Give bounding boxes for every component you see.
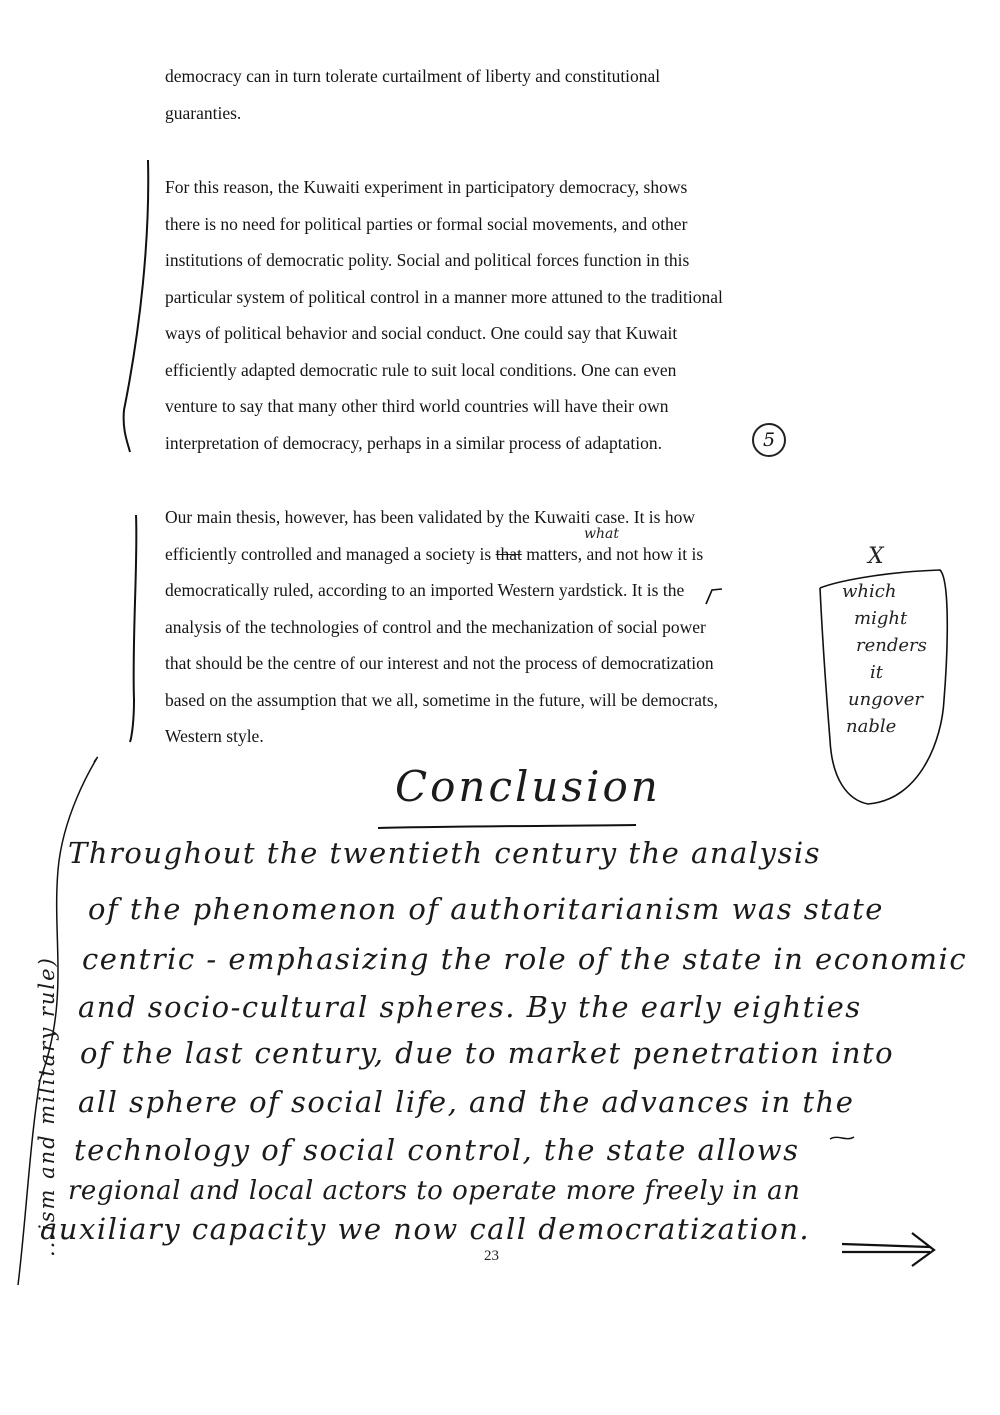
paragraph-1 <box>165 58 830 131</box>
note-line: might <box>854 608 908 629</box>
text-line: interpretation of democracy, perhaps in a similar process of adaptation. <box>165 432 662 453</box>
handwritten-line: regional and local actors to operate more freely in an <box>68 1176 801 1206</box>
paragraph-2 <box>165 169 830 461</box>
page-number: 23 <box>484 1248 499 1264</box>
handwritten-line: Throughout the twentieth century the analysis <box>68 836 821 870</box>
handwritten-line: and socio-cultural spheres. By the early eighties <box>78 990 862 1024</box>
handwritten-line: centric - emphasizing the role of the state in economic <box>82 942 968 976</box>
handwritten-line: technology of social control, the state allows <box>74 1133 800 1167</box>
vertical-margin-note: ...ism and military rule) <box>35 956 59 1257</box>
margin-note <box>842 578 927 740</box>
continue-arrow <box>842 1233 934 1266</box>
text-line: that should be the centre of our interest and not the process of democratization <box>165 653 714 673</box>
text-line-with-edit <box>165 536 830 573</box>
note-line: renders <box>856 635 927 656</box>
text-line: venture to say that many other third world countries will have their own <box>165 396 669 416</box>
text-segment: matters, and not how it is <box>521 543 704 564</box>
handwritten-line: of the phenomenon of authoritarianism was state <box>88 892 884 926</box>
text-line: Western style. <box>165 726 264 746</box>
text-line: democratically ruled, according to an imported Western yardstick. It is the <box>165 580 685 600</box>
note-line: it <box>870 662 883 683</box>
struck-word: that <box>495 543 522 564</box>
text-line: guaranties. <box>165 102 242 123</box>
scribble-mark <box>830 1137 854 1139</box>
text-line: ways of political behavior and social conduct. One could say that Kuwait <box>165 323 678 343</box>
text-line: particular system of political control in a manner more attuned to the traditional <box>165 286 723 307</box>
text-line: analysis of the technologies of control and the mechanization of social power <box>165 616 706 637</box>
note-line: which <box>842 581 897 602</box>
text-line: democracy can in turn tolerate curtailment of liberty and constitutional <box>165 66 661 86</box>
text-line: efficiently adapted democratic rule to suit local conditions. One can even <box>165 359 677 380</box>
note-line: nable <box>846 716 897 737</box>
handwritten-line: auxiliary capacity we now call democratization. <box>40 1212 811 1246</box>
note-line: ungover <box>848 689 923 710</box>
handwritten-line: of the last century, due to market penetration into <box>80 1036 895 1070</box>
text-line: there is no need for political parties or formal social movements, and other <box>165 213 688 234</box>
title-underline <box>378 825 636 828</box>
inserted-word: what <box>584 526 619 542</box>
paragraph-3 <box>165 499 830 755</box>
text-line: For this reason, the Kuwaiti experiment in participatory democracy, shows <box>165 177 688 197</box>
text-line: institutions of democratic polity. Social and political forces function in this <box>165 250 690 270</box>
conclusion-heading: Conclusion <box>395 762 661 811</box>
margin-x-mark: X <box>868 544 884 569</box>
bracket-para3 <box>130 515 136 742</box>
text-line: Our main thesis, however, has been validated by the Kuwaiti case. It is how <box>165 507 695 527</box>
bracket-para2 <box>124 160 149 452</box>
handwritten-line: all sphere of social life, and the advances in the <box>78 1085 855 1119</box>
text-line: based on the assumption that we all, sometime in the future, will be democrats, <box>165 689 719 710</box>
text-segment: efficiently controlled and managed a society is <box>165 543 496 564</box>
circled-number-mark: 5 <box>752 423 786 457</box>
